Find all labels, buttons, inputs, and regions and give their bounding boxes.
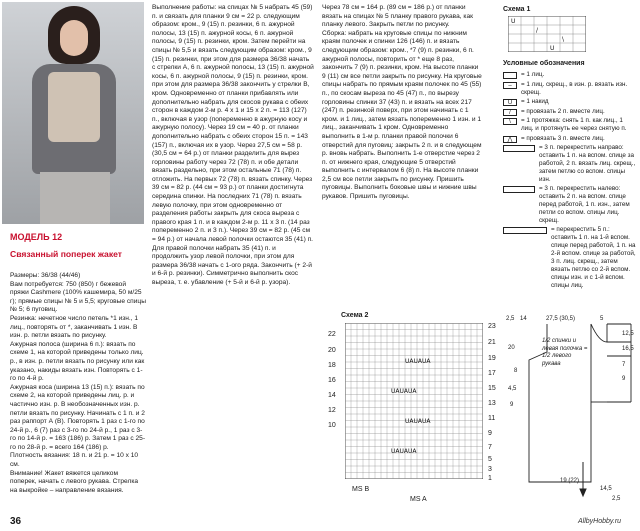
dim-top: 5: [600, 316, 604, 322]
svg-text:U: U: [511, 18, 516, 25]
paragraph: Размеры: 36/38 (44/46): [10, 272, 81, 279]
legend-item: [503, 144, 637, 184]
legend-text: = перекрестить 5 п.: оставить 1 п. на 1-й вспом. спице перед работой, 1 п. на 2-й вспом. спице за работой, 3 п. лиц. скрещ., затем вязать петлю со 2-й вспом. спицы изн. и с 1-й вспом. спицы лиц.: [551, 226, 636, 289]
row-number: 15: [488, 385, 496, 392]
legend-item: [503, 226, 637, 289]
svg-text:UAUAUA: UAUAUA: [405, 418, 431, 425]
paragraph: Вам потребуется: 750 (850) г бежевой пряжи Cashmere (100% кашемира, 50 м/25 г); прямые спицы № 5 и 5,5; круговые спицы № 5; 6 пуговиц.: [10, 280, 146, 314]
row-number: 7: [488, 444, 492, 451]
paragraph: Плотность вязания: 18 п. и 21 р. = 10 х 10 см.: [10, 452, 139, 469]
dim-bottom: 19 (22): [560, 478, 580, 484]
legend-symbol: [503, 72, 517, 79]
model-subtitle: Связанный поперек жакет: [10, 249, 122, 259]
legend-item: [503, 98, 637, 106]
scheme2-grid: [345, 323, 483, 479]
legend-text: = 3 п. перекрестить налево: оставить 2 п. на вспом. спице перед работой, 1 п. изн., затем петли со вспом. спицы лиц. скрещ.: [539, 185, 630, 224]
scheme1-grid: [508, 16, 586, 52]
svg-text:\: \: [562, 36, 565, 43]
legend-symbol: U: [503, 99, 517, 106]
photo-top: [48, 72, 100, 142]
paragraph: Внимание! Жакет вяжется целиком поперек, начать с левого рукава. Стрелка на выкройке – направление вязания.: [10, 469, 139, 494]
legend-text: = 1 лиц. скрещ., в изн. р. вязать изн. скрещ.: [521, 80, 628, 96]
dim-right: 7: [622, 362, 626, 368]
instructions-column-1: [10, 272, 146, 495]
row-number: 13: [488, 400, 496, 407]
row-number: 10: [328, 422, 336, 429]
row-number: 19: [488, 355, 496, 362]
legend-item: [503, 185, 637, 225]
cross-left-symbol: [503, 186, 535, 193]
row-number: 21: [488, 339, 496, 346]
dim-left: 20: [508, 345, 515, 351]
paragraph: Резинка: нечетное число петель *1 изн., 1 лиц., повторять от *, заканчивать 1 изн. В изн. р. петли вязать по рисунку.: [10, 314, 139, 340]
row-number: 9: [488, 430, 492, 437]
photo-skirt: [40, 172, 110, 224]
svg-text:U: U: [550, 45, 555, 52]
legend-text: = провязать 2 п. вместе лиц.: [521, 107, 605, 115]
legend-item: [503, 117, 637, 133]
dim-left: 4,5: [508, 386, 517, 392]
scheme1-title: Схема 1: [503, 6, 531, 13]
row-number: 1: [488, 475, 492, 482]
legend-text: = 1 накид: [521, 98, 549, 105]
dim-bottom: 14,5: [600, 486, 612, 492]
legend-item: [503, 108, 637, 116]
legend-text: = 1 протяжка: снять 1 п. как лиц., 1 лиц. и протянуть ее через снятую п.: [521, 117, 627, 133]
model-title: МОДЕЛЬ 12: [10, 232, 63, 242]
svg-text:UAUAUA: UAUAUA: [391, 388, 417, 395]
dim-bottom: 2,5: [612, 496, 621, 502]
legend-text: = 3 п. перекрестить направо: оставить 1 п. на вспом. спице за работой, 2 п. вязать лиц. скрещ., затем петлю со вспом. спицы изн.: [539, 144, 636, 183]
legend-text: = 1 лиц.: [521, 71, 545, 78]
cross-five-symbol: [503, 227, 547, 234]
paragraph: Ажурная коса (ширина 13 (15) п.): вязать по схеме 2, на которой приведены лиц. р. и частично изн. р. В необозначенных изн. р. петли вязать по рисунку. Начинать с 1 п. и 2 раз раппорт А (В). Повторять 1 раз с 1-го по 24-й р., 6 (7) раз с 3-го по 24-й р., 1 раз с 3-го по 14-й р. = 163 (186) р. Затем 1 раз с 25-го по 28-й р. = всего 164 (186) р.: [10, 383, 146, 451]
legend-title: Условные обозначения: [503, 60, 585, 67]
scheme2-title: Схема 2: [341, 312, 369, 319]
dim-top: 27,5 (30,5): [546, 316, 576, 322]
dim-right: 9: [622, 376, 626, 382]
legend-item: [503, 71, 637, 79]
legend-text: = провязать 3 п. вместе лиц.: [521, 134, 605, 142]
paragraph: Сборка: набрать на круговые спицы по нижним краям полочек и спинки 126 (146) п. и вязать следующим образом: кром., *7 (9) п. резинки, 6 п. ажурной полосы, повторить от * еще 8 раз, закончить 7 (9) п. резинки, кром. На высоте планки 9 (11) см все петли закрыть по рисунку. На круговые спицы набрать по прямым краям полочек по 45 (55) п., по скосам выреза по 45 (47) п., по вырезу горловины спинки 37 (43) п. и вязать на всех 217 (247) п. резинкой поверх, при этом начинать с 1 кром. и 1 лиц., затем вязать попеременно 1 изн. и 1 лиц., заканчивать 1 кром. Одновременно выполнить в 1-м р. планки правой полочки 6 отверстий для пуговиц: закрыть 2 п. и в следующем р. вновь набрать. Выполнить 1-е отверстие через 2 п. от нижнего края, следующие 5 отверстий выполнить с интервалом 6 (8) п. На высоте планки 2,5 см все петли закрыть по рисунку. Пришить пуговицы. Выполнить боковые швы и нижние швы рукавов. Пришить пуговицы.: [322, 29, 482, 201]
svg-text:/: /: [536, 27, 539, 34]
dim-right: 16,5: [622, 346, 634, 352]
row-number: 18: [328, 362, 336, 369]
ms-a-label: MS A: [410, 496, 427, 503]
dim-top: 14: [520, 316, 527, 322]
svg-text:UAUAUA: UAUAUA: [405, 358, 431, 365]
dim-left: 9: [510, 402, 514, 408]
legend: [503, 71, 637, 291]
paragraph: Через 78 см = 164 р. (89 см = 186 р.) от планки вязать на спицах № 5 планку правого рукава, как планку левого. Закрыть петли по рисунку.: [322, 4, 474, 29]
instructions-column-2: [152, 4, 314, 288]
legend-item: [503, 135, 637, 143]
cross-right-symbol: [503, 145, 535, 152]
site-watermark: AllbyHobby.ru: [578, 518, 622, 525]
legend-symbol: ⋀: [503, 136, 517, 143]
row-number: 17: [488, 370, 496, 377]
ms-b-label: MS B: [352, 486, 370, 493]
dim-top: 2,5: [506, 316, 515, 322]
row-number: 16: [328, 377, 336, 384]
legend-symbol: /: [503, 109, 517, 116]
legend-symbol: –: [503, 82, 517, 89]
row-number: 23: [488, 323, 496, 330]
page-number: 36: [10, 516, 22, 527]
legend-symbol: \: [503, 118, 517, 125]
row-number: 11: [488, 415, 496, 422]
paragraph: Выполнение работы: на спицах № 5 набрать 45 (59) п. и связать для планки 9 см = 22 р. следующим образом: кром., 9 (15) п. резинки, 6 п. ажурной полосы, 13 (15) п. ажурной косы, 6 п. ажурной полосы, 9 (15) п. резинки, кром. Затем перейти на спицы № 5,5 и вязать следующим образом: кром., 9 (15) п. резинки, при этом для размера 36/38 начать с стрелки А, 6 п. ажурной полосы, 13 (15) п. ажурной косы, 6 п. ажурной полосы, 9 (15) п. резинки, кром. при этом для размера 36/38 закончить у стрелки В, кром. Одновременно от планки прибавлять или дополнительно набрать для скосов рукава с обеих сторон в каждом 2-м р. 4 х 1 и 15 х 2 п. = 113 (127) п., включая в узор (попеременно в ажурную косу и ажурную полосу). Через 19 см = 40 р. от планки дополнительно набрать с обеих сторон 15 п. = 143 (157) п., включая их в узор. Через 27,5 см = 58 р. (30,5 см = 64 р.) от планки разделить для вырез горловины работу через 72 (78) п. и обе детали вязать раздельно, при этом остальные 71 (78) п. отложить. На первых 72 (78) п. вязать спинку. Через 39 см = 82 р. (44 см = 93 р.) от планки достигнута середина спинки. На последних 71 (78) п. вязать левую полочку, при этом одновременно от разделения работы закрыть для скоса выреза с правого края 1 п. и в каждом 2-м р. 11 х 3 п. (14 раз попеременно 2 п. и 3 п.). Через 39 см = 82 р. (45 см = 94 р.) от начала левой полочки остаются 35 (41) п. Для правой полочки набрать 35 (41) п. и продолжить узор левой полочки, при этом для размера 36/38 начать с 1-ого ряда. Закончить (+ 2-й и 6-й р. резинки). Симметрично выполнить скос выреза, т. е. убавление (+ 5-й и 6-й р. узора).: [152, 4, 314, 286]
paragraph: Ажурная полоса (ширина 6 п.): вязать по схеме 1, на которой приведены только лиц. р., в изн. р. петли вязать по рисунку или как указано, накиды вязать изн. Повторять с 1-го по 4-й р.: [10, 340, 145, 383]
row-number: 5: [488, 456, 492, 463]
row-number: 12: [328, 407, 336, 414]
legend-item: [503, 81, 637, 97]
dim-left: 8: [514, 368, 518, 374]
row-number: 22: [328, 331, 336, 338]
row-number: 20: [328, 347, 336, 354]
row-number: 3: [488, 466, 492, 473]
pattern-center-text: 1/2 спинки и левая полочка = 1/2 левого рукава: [542, 338, 588, 367]
model-photo: [2, 2, 144, 224]
dim-right: 12,5: [622, 331, 634, 337]
photo-face: [60, 20, 88, 56]
row-number: 14: [328, 392, 336, 399]
instructions-column-3: [322, 4, 482, 304]
svg-text:UAUAUA: UAUAUA: [391, 448, 417, 455]
